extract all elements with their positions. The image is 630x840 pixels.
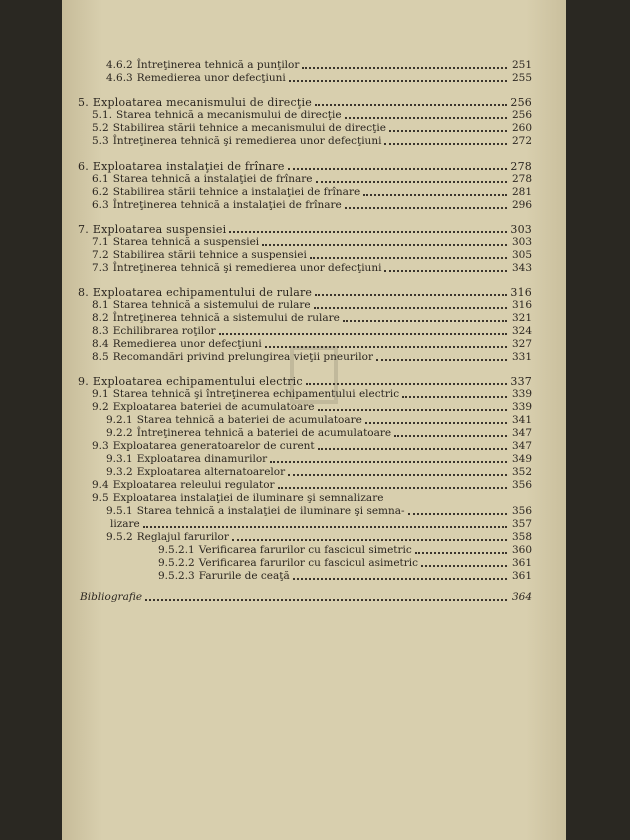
toc-entry-title: Exploatarea generatoarelor de curent — [112, 440, 315, 452]
toc-entry — [92, 311, 532, 325]
toc-entry — [92, 185, 532, 199]
toc-entry-number: 8.1 — [92, 299, 109, 311]
toc-entry — [106, 504, 532, 518]
toc-entry-page: 357 — [511, 518, 532, 530]
toc-leader-dots — [318, 408, 507, 411]
toc-entry-number: 8.2 — [92, 312, 109, 324]
toc-entry-title: Întreţinerea tehnică şi remedierea unor defecţiuni — [112, 262, 382, 274]
toc-entry-number: 9.5.2.1 — [158, 544, 195, 556]
toc-entry-page: 341 — [511, 414, 532, 426]
toc-entry — [92, 387, 532, 401]
toc-leader-dots — [384, 269, 507, 272]
toc-entry-title: Starea tehnică a sistemului de rulare — [112, 299, 311, 311]
toc-entry-title: Starea tehnică a mecanismului de direcţie — [116, 109, 342, 121]
toc-entry-title: Întreţinerea tehnică şi remedierea unor defecţiuni — [112, 135, 382, 147]
toc-entry — [78, 374, 532, 388]
toc-entry-page: 324 — [511, 325, 532, 337]
toc-leader-dots — [229, 230, 507, 233]
toc-entry-page: 305 — [511, 249, 532, 261]
toc-entry-number: 7.3 — [92, 262, 109, 274]
toc-entry — [106, 426, 532, 440]
toc-entry-number: 6.3 — [92, 199, 109, 211]
toc-entry-number: 6.1 — [92, 173, 109, 185]
toc-entry-page: 347 — [511, 440, 532, 452]
toc-entry-title: Recomandări privind prelungirea vieţii pneurilor — [112, 351, 373, 363]
toc-entry-title: Exploatarea echipamentului de rulare — [92, 286, 313, 299]
toc-entry-title: Întreţinerea tehnică a instalaţiei de frînare — [112, 199, 342, 211]
toc-entry-page: 343 — [511, 262, 532, 274]
toc-leader-dots — [345, 206, 507, 209]
toc-leader-dots — [363, 193, 507, 196]
toc-entry-number: 5. — [78, 96, 89, 109]
toc-entry — [78, 222, 532, 236]
toc-entry-title: Echilibrarea roţilor — [112, 325, 216, 337]
toc-entry-page: 278 — [511, 173, 532, 185]
toc-entry-page: 296 — [511, 199, 532, 211]
toc-entry-title: Reglajul farurilor — [136, 531, 229, 543]
toc-leader-dots — [306, 382, 507, 385]
toc-entry-title: Exploatarea suspensiei — [92, 223, 227, 236]
toc-entry-number: 9.5.2 — [106, 531, 133, 543]
toc-entry-page: 356 — [511, 479, 532, 491]
toc-entry-page: 358 — [511, 531, 532, 543]
toc-entry — [92, 108, 532, 122]
toc-entry-title: Exploatarea echipamentului electric — [92, 375, 303, 388]
toc-entry-number: 9.3.2 — [106, 466, 133, 478]
toc-entry — [92, 298, 532, 312]
toc-entry-number: 9. — [78, 375, 89, 388]
toc-bibliography — [76, 590, 532, 604]
toc-entry-page: 256 — [511, 109, 532, 121]
toc-entry — [92, 172, 532, 186]
toc-entry — [92, 324, 532, 338]
toc-leader-dots — [315, 103, 507, 106]
book-page — [62, 0, 566, 840]
toc-leader-dots — [389, 129, 507, 132]
toc-entry-title: Exploatarea instalaţiei de iluminare şi semnalizare — [112, 492, 384, 504]
toc-leader-dots — [262, 243, 507, 246]
toc-entry-title: Exploatarea releului regulator — [112, 479, 275, 491]
toc-leader-dots — [316, 180, 508, 183]
toc-entry-page: 347 — [511, 427, 532, 439]
toc-entry-number: 9.5.1 — [106, 505, 133, 517]
toc-leader-dots — [394, 434, 507, 437]
toc-entry-page: 364 — [511, 591, 532, 603]
toc-entry-title: Remedierea unor defecţiuni — [136, 72, 286, 84]
toc-entry-number: 9.3.1 — [106, 453, 133, 465]
toc-entry-title: Întreţinerea tehnică a sistemului de rulare — [112, 312, 340, 324]
toc-entry-title: lizare — [110, 518, 140, 530]
toc-leader-dots — [288, 167, 507, 170]
toc-entry — [106, 465, 532, 479]
toc-leader-dots — [310, 256, 507, 259]
toc-entry — [92, 439, 532, 453]
toc-entry-title: Farurile de ceaţă — [198, 570, 290, 582]
toc-entry-number: 9.5.2.3 — [158, 570, 195, 582]
toc-entry-page: 316 — [511, 299, 532, 311]
toc-entry-number: 5.2 — [92, 122, 109, 134]
toc-entry — [92, 400, 532, 414]
toc-leader-dots — [376, 358, 507, 361]
toc-entry — [92, 261, 532, 275]
toc-entry — [106, 71, 532, 85]
toc-entry-number: 9.5 — [92, 492, 109, 504]
toc-entry-page: 260 — [511, 122, 532, 134]
toc-entry-page: 272 — [511, 135, 532, 147]
toc-entry — [106, 58, 532, 72]
toc-entry — [158, 543, 532, 557]
toc-leader-dots — [232, 538, 507, 541]
toc-leader-dots — [365, 421, 507, 424]
toc-leader-dots — [421, 564, 507, 567]
toc-entry-number: 4.6.3 — [106, 72, 133, 84]
toc-leader-dots — [318, 447, 507, 450]
toc-entry-number: 9.5.2.2 — [158, 557, 195, 569]
toc-entry-title: Exploatarea mecanismului de direcţie — [92, 96, 312, 109]
toc-entry-title: Verificarea farurilor cu fascicul simetric — [198, 544, 412, 556]
toc-entry-title: Remedierea unor defecţiuni — [112, 338, 262, 350]
toc-entry-page: 337 — [510, 375, 532, 388]
table-of-contents — [62, 0, 566, 840]
toc-entry — [92, 337, 532, 351]
toc-entry-title: Verificarea farurilor cu fascicul asimetric — [198, 557, 419, 569]
toc-entry-page: 352 — [511, 466, 532, 478]
toc-entry-page: 316 — [510, 286, 532, 299]
toc-entry-title: Starea tehnică a suspensiei — [112, 236, 260, 248]
toc-entry — [158, 569, 532, 583]
toc-entry-page: 361 — [511, 557, 532, 569]
toc-leader-dots — [293, 577, 507, 580]
toc-leader-dots — [219, 332, 507, 335]
toc-entry-number: 6.2 — [92, 186, 109, 198]
toc-leader-dots — [145, 598, 507, 601]
toc-entry-number: 6. — [78, 160, 89, 173]
toc-entry-page: 360 — [511, 544, 532, 556]
toc-entry-number: 8. — [78, 286, 89, 299]
toc-entry-page: 339 — [511, 388, 532, 400]
toc-entry-title: Starea tehnică a instalaţiei de iluminare şi semna- — [136, 505, 405, 517]
toc-entry-title: Bibliografie — [80, 591, 143, 603]
toc-entry-page: 256 — [510, 96, 532, 109]
toc-entry-number: 9.3 — [92, 440, 109, 452]
toc-entry-page: 303 — [511, 236, 532, 248]
toc-entry-number: 7.2 — [92, 249, 109, 261]
toc-entry-number: 9.1 — [92, 388, 109, 400]
toc-entry-title: Întreţinerea tehnică a bateriei de acumulatoare — [136, 427, 392, 439]
toc-entry-number: 9.2.2 — [106, 427, 133, 439]
toc-entry — [106, 517, 532, 531]
toc-entry — [78, 159, 532, 173]
toc-entry-page: 361 — [511, 570, 532, 582]
toc-entry-number: 4.6.2 — [106, 59, 133, 71]
toc-leader-dots — [415, 551, 507, 554]
toc-entry-title: Starea tehnică a instalaţiei de frînare — [112, 173, 313, 185]
toc-entry-number: 9.2 — [92, 401, 109, 413]
toc-entry-number: 8.4 — [92, 338, 109, 350]
toc-entry — [92, 121, 532, 135]
toc-entry-page: 281 — [511, 186, 532, 198]
toc-entry — [158, 556, 532, 570]
toc-leader-dots — [315, 293, 507, 296]
toc-entry-number: 7. — [78, 223, 89, 236]
toc-entry-number: 8.5 — [92, 351, 109, 363]
toc-entry-page: 339 — [511, 401, 532, 413]
toc-entry — [92, 235, 532, 249]
toc-entry-number: 8.3 — [92, 325, 109, 337]
toc-entry — [92, 248, 532, 262]
toc-entry — [92, 491, 532, 505]
toc-entry-title: Exploatarea dinamurilor — [136, 453, 268, 465]
toc-leader-dots — [289, 79, 507, 82]
toc-entry — [92, 350, 532, 364]
toc-entry-page: 327 — [511, 338, 532, 350]
toc-leader-dots — [402, 395, 507, 398]
toc-entry-title: Exploatarea bateriei de acumulatoare — [112, 401, 315, 413]
toc-entry-title: Stabilirea stării tehnice a mecanismului de direcţie — [112, 122, 386, 134]
toc-entry — [92, 198, 532, 212]
toc-entry-page: 331 — [511, 351, 532, 363]
toc-entry-title: Întreţinerea tehnică a punţilor — [136, 59, 300, 71]
toc-entry-title: Exploatarea alternatoarelor — [136, 466, 286, 478]
toc-entry-number: 7.1 — [92, 236, 109, 248]
toc-entry-title: Stabilirea stării tehnice a suspensiei — [112, 249, 307, 261]
toc-entry — [78, 285, 532, 299]
toc-entry-page: 321 — [511, 312, 532, 324]
toc-leader-dots — [302, 66, 507, 69]
toc-entry-page: 356 — [511, 505, 532, 517]
toc-entry-page: 349 — [511, 453, 532, 465]
toc-entry-title: Starea tehnică şi întreţinerea echipamentului electric — [112, 388, 400, 400]
toc-leader-dots — [143, 525, 507, 528]
toc-leader-dots — [278, 486, 507, 489]
toc-leader-dots — [384, 142, 507, 145]
toc-leader-dots — [345, 116, 507, 119]
toc-entry-title: Stabilirea stării tehnice a instalaţiei de frînare — [112, 186, 361, 198]
toc-entry — [106, 452, 532, 466]
toc-leader-dots — [343, 319, 507, 322]
toc-leader-dots — [408, 512, 507, 515]
toc-entry — [92, 134, 532, 148]
toc-leader-dots — [288, 473, 507, 476]
toc-entry — [92, 478, 532, 492]
toc-entry-number: 9.4 — [92, 479, 109, 491]
toc-leader-dots — [265, 345, 507, 348]
toc-entry-page: 278 — [510, 160, 532, 173]
toc-entry-page: 255 — [511, 72, 532, 84]
toc-entry-number: 5.3 — [92, 135, 109, 147]
toc-leader-dots — [314, 306, 507, 309]
toc-entry-title: Starea tehnică a bateriei de acumulatoare — [136, 414, 362, 426]
toc-entry-title: Exploatarea instalaţiei de frînare — [92, 160, 285, 173]
toc-entry — [78, 95, 532, 109]
toc-entry — [106, 530, 532, 544]
toc-entry-page: 303 — [510, 223, 532, 236]
toc-entry-number: 9.2.1 — [106, 414, 133, 426]
toc-entry-page: 251 — [511, 59, 532, 71]
toc-entry — [106, 413, 532, 427]
toc-entry-number: 5.1. — [92, 109, 113, 121]
toc-leader-dots — [270, 460, 507, 463]
